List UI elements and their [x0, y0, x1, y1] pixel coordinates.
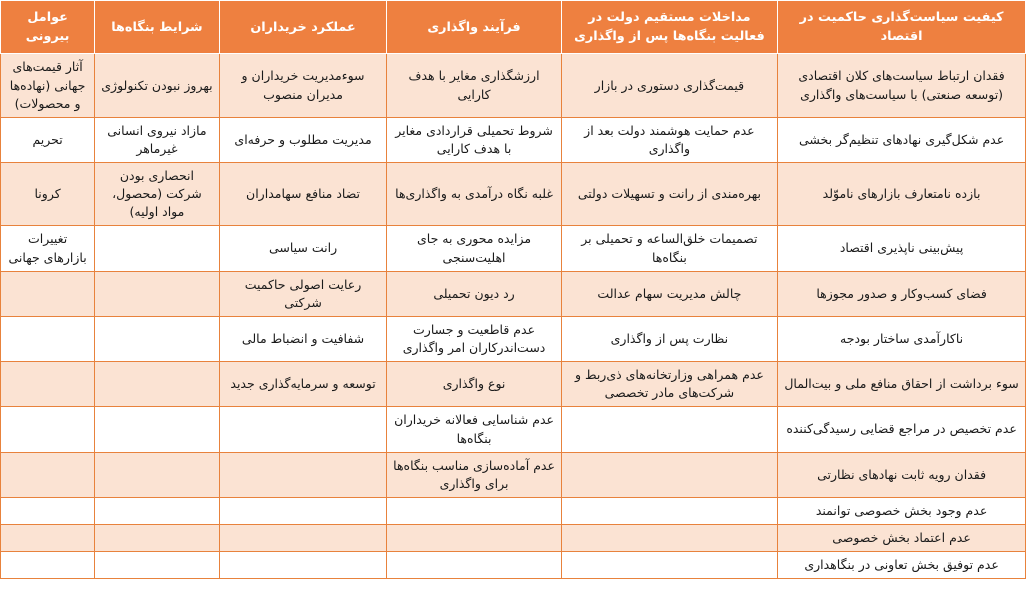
table-row — [1, 552, 1026, 579]
cell-direct-government-intervention — [561, 497, 777, 524]
cell-firm-conditions — [95, 271, 219, 316]
table-row — [1, 497, 1026, 524]
cell-firm-conditions — [95, 497, 219, 524]
cell-firm-conditions — [95, 316, 219, 361]
cell-external-factors: تغییرات بازارهای جهانی — [1, 226, 95, 271]
cell-external-factors — [1, 271, 95, 316]
cell-buyer-performance — [219, 407, 387, 452]
table-row — [1, 54, 1026, 117]
table-row — [1, 163, 1026, 226]
cell-governance-policy-quality: عدم توفیق بخش تعاونی در بنگاهداری — [778, 552, 1026, 579]
cell-external-factors — [1, 362, 95, 407]
column-header-buyer-performance: عملکرد خریداران — [219, 1, 387, 54]
cell-external-factors: تحریم — [1, 117, 95, 162]
cell-external-factors: آثار قیمت‌های جهانی (نهاده‌ها و محصولات) — [1, 54, 95, 117]
cell-external-factors — [1, 316, 95, 361]
cell-external-factors — [1, 552, 95, 579]
column-header-transfer-process: فرآیند واگذاری — [387, 1, 561, 54]
cell-direct-government-intervention — [561, 552, 777, 579]
cell-buyer-performance: شفافیت و انضباط مالی — [219, 316, 387, 361]
cell-transfer-process: عدم آماده‌سازی مناسب بنگاه‌ها برای واگذاری — [387, 452, 561, 497]
cell-direct-government-intervention: قیمت‌گذاری دستوری در بازار — [561, 54, 777, 117]
cell-transfer-process — [387, 497, 561, 524]
cell-governance-policy-quality: بازده نامتعارف بازارهای ناموّلد — [778, 163, 1026, 226]
cell-direct-government-intervention: بهره‌مندی از رانت و تسهیلات دولتی — [561, 163, 777, 226]
cell-firm-conditions — [95, 452, 219, 497]
cell-buyer-performance — [219, 525, 387, 552]
column-header-direct-government-intervention: مداخلات مستقیم دولت در فعالیت بنگاه‌ها پس از واگذاری — [561, 1, 777, 54]
cell-transfer-process: غلبه نگاه درآمدی به واگذاری‌ها — [387, 163, 561, 226]
cell-governance-policy-quality: عدم تخصیص در مراجع قضایی رسیدگی‌کننده — [778, 407, 1026, 452]
column-header-external-factors: عوامل بیرونی — [1, 1, 95, 54]
cell-transfer-process — [387, 552, 561, 579]
cell-direct-government-intervention — [561, 452, 777, 497]
cell-firm-conditions — [95, 362, 219, 407]
table-body — [1, 54, 1026, 579]
cell-transfer-process: شروط تحمیلی قراردادی مغایر با هدف کارایی — [387, 117, 561, 162]
cell-transfer-process: نوع واگذاری — [387, 362, 561, 407]
cell-direct-government-intervention: نظارت پس از واگذاری — [561, 316, 777, 361]
cell-direct-government-intervention — [561, 525, 777, 552]
cell-transfer-process: عدم قاطعیت و جسارت دست‌اندرکاران امر واگذاری — [387, 316, 561, 361]
table-row — [1, 226, 1026, 271]
cell-governance-policy-quality: پیش‌بینی ناپذیری اقتصاد — [778, 226, 1026, 271]
cell-buyer-performance: تضاد منافع سهامداران — [219, 163, 387, 226]
cell-transfer-process: ارزشگذاری مغایر با هدف کارایی — [387, 54, 561, 117]
column-header-firm-conditions: شرایط بنگاه‌ها — [95, 1, 219, 54]
cell-buyer-performance: رانت سیاسی — [219, 226, 387, 271]
cell-governance-policy-quality: ناکارآمدی ساختار بودجه — [778, 316, 1026, 361]
cell-governance-policy-quality: عدم شکل‌گیری نهادهای تنظیم‌گر بخشی — [778, 117, 1026, 162]
cell-buyer-performance: سوءمدیریت خریداران و مدیران منصوب — [219, 54, 387, 117]
cell-external-factors: کرونا — [1, 163, 95, 226]
cell-governance-policy-quality: سوء برداشت از احقاق منافع ملی و بیت‌المال — [778, 362, 1026, 407]
cell-direct-government-intervention: عدم همراهی وزارتخانه‌های ذی‌ربط و شرکت‌های مادر تخصصی — [561, 362, 777, 407]
cell-direct-government-intervention: عدم حمایت هوشمند دولت بعد از واگذاری — [561, 117, 777, 162]
cell-firm-conditions — [95, 525, 219, 552]
cell-buyer-performance — [219, 452, 387, 497]
table-row — [1, 407, 1026, 452]
cell-transfer-process: عدم شناسایی فعالانه خریداران بنگاه‌ها — [387, 407, 561, 452]
cell-buyer-performance — [219, 497, 387, 524]
table-row — [1, 452, 1026, 497]
cell-transfer-process: رد دیون تحمیلی — [387, 271, 561, 316]
cell-buyer-performance: رعایت اصولی حاکمیت شرکتی — [219, 271, 387, 316]
cell-buyer-performance: مدیریت مطلوب و حرفه‌ای — [219, 117, 387, 162]
cell-firm-conditions — [95, 226, 219, 271]
table-row — [1, 117, 1026, 162]
cell-governance-policy-quality: فقدان رویه ثابت نهادهای نظارتی — [778, 452, 1026, 497]
table-header-row — [1, 1, 1026, 54]
cell-governance-policy-quality: فضای کسب‌وکار و صدور مجوزها — [778, 271, 1026, 316]
column-header-governance-policy-quality: کیفیت سیاست‌گذاری حاکمیت در اقتصاد — [778, 1, 1026, 54]
cell-external-factors — [1, 452, 95, 497]
cell-transfer-process: مزایده محوری به جای اهلیت‌سنجی — [387, 226, 561, 271]
cell-firm-conditions — [95, 407, 219, 452]
cell-governance-policy-quality: فقدان ارتباط سیاست‌های کلان اقتصادی (توسعه صنعتی) با سیاست‌های واگذاری — [778, 54, 1026, 117]
cell-transfer-process — [387, 525, 561, 552]
cell-governance-policy-quality: عدم وجود بخش خصوصی توانمند — [778, 497, 1026, 524]
table-header — [1, 1, 1026, 54]
cell-direct-government-intervention — [561, 407, 777, 452]
cell-external-factors — [1, 407, 95, 452]
cell-buyer-performance — [219, 552, 387, 579]
cell-direct-government-intervention: تصمیمات خلق‌الساعه و تحمیلی بر بنگاه‌ها — [561, 226, 777, 271]
cell-firm-conditions: مازاد نیروی انسانی غیرماهر — [95, 117, 219, 162]
table-row — [1, 316, 1026, 361]
table-row — [1, 362, 1026, 407]
cell-firm-conditions: بهروز نبودن تکنولوژی — [95, 54, 219, 117]
cell-buyer-performance: توسعه و سرمایه‌گذاری جدید — [219, 362, 387, 407]
cell-firm-conditions: انحصاری بودن شرکت (محصول، مواد اولیه) — [95, 163, 219, 226]
cell-firm-conditions — [95, 552, 219, 579]
table-row — [1, 271, 1026, 316]
cell-direct-government-intervention: چالش مدیریت سهام عدالت — [561, 271, 777, 316]
table-row — [1, 525, 1026, 552]
cell-governance-policy-quality: عدم اعتماد بخش خصوصی — [778, 525, 1026, 552]
cell-external-factors — [1, 497, 95, 524]
cell-external-factors — [1, 525, 95, 552]
